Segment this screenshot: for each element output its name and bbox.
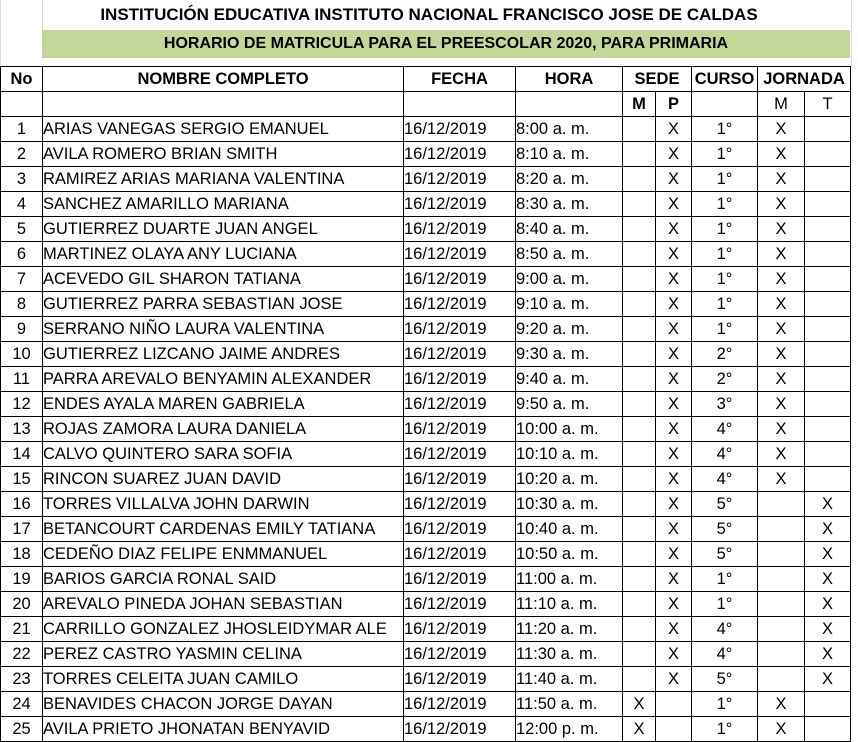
student-name: AVILA ROMERO BRIAN SMITH [43,142,404,167]
header-row [1,67,851,92]
enrollment-time: 11:00 a. m. [516,567,623,592]
enrollment-time: 10:40 a. m. [516,517,623,542]
row-number: 12 [1,392,43,417]
jornada-t-mark [805,117,851,142]
enrollment-date: 16/12/2019 [404,492,516,517]
row-number: 17 [1,517,43,542]
sede-p-mark: X [656,517,692,542]
student-name: TORRES VILLALVA JOHN DARWIN [43,492,404,517]
enrollment-date: 16/12/2019 [404,617,516,642]
sede-p-header: P [656,92,692,117]
enrollment-time: 10:00 a. m. [516,417,623,442]
sede-p-mark [656,717,692,742]
jornada-t-mark [805,442,851,467]
jornada-t-mark [805,417,851,442]
enrollment-time: 10:20 a. m. [516,467,623,492]
enrollment-time: 11:10 a. m. [516,592,623,617]
table-row [1,542,851,567]
table-row [1,442,851,467]
table-row [1,267,851,292]
jornada-m-mark [758,642,805,667]
student-name: SANCHEZ AMARILLO MARIANA [43,192,404,217]
enrollment-date: 16/12/2019 [404,692,516,717]
row-number: 7 [1,267,43,292]
sede-m-mark [623,667,656,692]
enrollment-time: 11:40 a. m. [516,667,623,692]
row-number: 25 [1,717,43,742]
enrollment-time: 9:30 a. m. [516,342,623,367]
enrollment-table [0,66,851,742]
course-grade: 5° [692,542,758,567]
course-grade: 4° [692,442,758,467]
jornada-t-mark [805,467,851,492]
course-grade: 1° [692,242,758,267]
sede-p-mark: X [656,242,692,267]
course-grade: 1° [692,692,758,717]
jornada-m-mark: X [758,217,805,242]
jornada-m-mark: X [758,167,805,192]
schedule-subtitle: HORARIO DE MATRICULA PARA EL PREESCOLAR 2020, PARA PRIMARIA [42,30,850,58]
jornada-m-mark: X [758,342,805,367]
sede-p-mark: X [656,117,692,142]
jornada-m-mark: X [758,717,805,742]
sede-m-mark: X [623,692,656,717]
sede-p-mark: X [656,592,692,617]
enrollment-time: 9:20 a. m. [516,317,623,342]
course-grade: 3° [692,392,758,417]
course-grade: 1° [692,192,758,217]
row-number: 3 [1,167,43,192]
jornada-m-mark: X [758,242,805,267]
table-row [1,667,851,692]
jornada-t-mark [805,717,851,742]
jornada-t-mark: X [805,517,851,542]
enrollment-date: 16/12/2019 [404,642,516,667]
empty-cell [1,92,43,117]
row-number: 21 [1,617,43,642]
jornada-t-mark [805,292,851,317]
row-number: 11 [1,367,43,392]
sede-m-mark [623,517,656,542]
course-grade: 1° [692,717,758,742]
sede-m-mark [623,117,656,142]
sede-m-mark [623,592,656,617]
student-name: AREVALO PINEDA JOHAN SEBASTIAN [43,592,404,617]
sede-m-mark [623,267,656,292]
course-grade: 1° [692,117,758,142]
sede-m-mark [623,542,656,567]
jornada-t-mark [805,167,851,192]
sede-m-mark [623,192,656,217]
enrollment-date: 16/12/2019 [404,142,516,167]
sede-m-mark [623,217,656,242]
table-row [1,292,851,317]
jornada-m-mark [758,667,805,692]
jornada-t-mark [805,267,851,292]
student-name: CARRILLO GONZALEZ JHOSLEIDYMAR ALE [43,617,404,642]
course-grade: 1° [692,592,758,617]
sede-p-mark: X [656,367,692,392]
sede-m-mark [623,492,656,517]
sede-p-mark: X [656,417,692,442]
student-name: ARIAS VANEGAS SERGIO EMANUEL [43,117,404,142]
enrollment-date: 16/12/2019 [404,192,516,217]
jornada-m-mark [758,592,805,617]
table-row [1,117,851,142]
enrollment-date: 16/12/2019 [404,442,516,467]
jornada-t-mark: X [805,542,851,567]
sede-p-mark: X [656,617,692,642]
enrollment-date: 16/12/2019 [404,542,516,567]
sede-p-mark: X [656,342,692,367]
enrollment-date: 16/12/2019 [404,567,516,592]
enrollment-date: 16/12/2019 [404,292,516,317]
enrollment-date: 16/12/2019 [404,242,516,267]
row-number: 23 [1,667,43,692]
row-number: 10 [1,342,43,367]
course-grade: 1° [692,567,758,592]
enrollment-time: 11:30 a. m. [516,642,623,667]
empty-cell [516,92,623,117]
student-name: PEREZ CASTRO YASMIN CELINA [43,642,404,667]
jornada-t-mark [805,342,851,367]
enrollment-time: 12:00 p. m. [516,717,623,742]
sede-m-mark [623,367,656,392]
jornada-t-mark [805,367,851,392]
jornada-t-mark: X [805,617,851,642]
student-name: CEDEÑO DIAZ FELIPE ENMMANUEL [43,542,404,567]
jornada-t-mark: X [805,567,851,592]
student-name: GUTIERREZ LIZCANO JAIME ANDRES [43,342,404,367]
jornada-t-mark: X [805,642,851,667]
table-row [1,642,851,667]
course-grade: 1° [692,267,758,292]
col-no-header: No [1,67,43,92]
jornada-t-mark [805,242,851,267]
jornada-m-mark: X [758,392,805,417]
row-number: 18 [1,542,43,567]
jornada-m-mark: X [758,267,805,292]
row-number: 9 [1,317,43,342]
enrollment-date: 16/12/2019 [404,217,516,242]
row-number: 2 [1,142,43,167]
empty-cell [404,92,516,117]
enrollment-date: 16/12/2019 [404,592,516,617]
sede-p-mark: X [656,142,692,167]
sede-p-mark: X [656,542,692,567]
sede-m-header: M [623,92,656,117]
row-number: 8 [1,292,43,317]
table-row [1,567,851,592]
row-number: 16 [1,492,43,517]
sede-m-mark [623,142,656,167]
sede-p-mark: X [656,267,692,292]
sede-m-mark [623,242,656,267]
jornada-t-mark [805,392,851,417]
course-grade: 2° [692,367,758,392]
row-number: 20 [1,592,43,617]
course-grade: 4° [692,417,758,442]
sede-p-mark: X [656,642,692,667]
table-row [1,242,851,267]
jornada-m-mark: X [758,142,805,167]
subheader-row [1,92,851,117]
student-name: MARTINEZ OLAYA ANY LUCIANA [43,242,404,267]
student-name: ROJAS ZAMORA LAURA DANIELA [43,417,404,442]
course-grade: 4° [692,617,758,642]
sede-p-mark: X [656,292,692,317]
sede-p-mark: X [656,317,692,342]
jornada-m-mark [758,492,805,517]
sede-p-mark: X [656,217,692,242]
enrollment-time: 8:50 a. m. [516,242,623,267]
sede-m-mark: X [623,717,656,742]
table-row [1,167,851,192]
enrollment-date: 16/12/2019 [404,717,516,742]
enrollment-time: 10:30 a. m. [516,492,623,517]
col-name-header: NOMBRE COMPLETO [43,67,404,92]
course-grade: 1° [692,217,758,242]
sede-m-mark [623,442,656,467]
enrollment-date: 16/12/2019 [404,167,516,192]
enrollment-date: 16/12/2019 [404,667,516,692]
row-number: 14 [1,442,43,467]
sede-m-mark [623,617,656,642]
table-row [1,142,851,167]
student-name: GUTIERREZ PARRA SEBASTIAN JOSE [43,292,404,317]
row-number: 19 [1,567,43,592]
sede-m-mark [623,642,656,667]
enrollment-date: 16/12/2019 [404,367,516,392]
enrollment-date: 16/12/2019 [404,392,516,417]
jornada-m-mark: X [758,192,805,217]
enrollment-date: 16/12/2019 [404,517,516,542]
student-name: RINCON SUAREZ JUAN DAVID [43,467,404,492]
enrollment-time: 11:20 a. m. [516,617,623,642]
jornada-m-header: M [758,92,805,117]
table-row [1,367,851,392]
col-curso-header: CURSO [692,67,758,92]
enrollment-time: 9:00 a. m. [516,267,623,292]
jornada-m-mark: X [758,117,805,142]
sede-m-mark [623,417,656,442]
enrollment-date: 16/12/2019 [404,117,516,142]
course-grade: 5° [692,667,758,692]
row-number: 4 [1,192,43,217]
empty-cell [692,92,758,117]
student-name: CALVO QUINTERO SARA SOFIA [43,442,404,467]
student-name: PARRA AREVALO BENYAMIN ALEXANDER [43,367,404,392]
jornada-t-mark: X [805,667,851,692]
row-number: 1 [1,117,43,142]
jornada-m-mark [758,617,805,642]
jornada-t-mark [805,142,851,167]
table-row [1,317,851,342]
student-name: GUTIERREZ DUARTE JUAN ANGEL [43,217,404,242]
enrollment-time: 8:30 a. m. [516,192,623,217]
jornada-t-mark [805,317,851,342]
jornada-m-mark: X [758,467,805,492]
enrollment-time: 8:10 a. m. [516,142,623,167]
course-grade: 5° [692,517,758,542]
table-row [1,492,851,517]
empty-cell [43,92,404,117]
row-number: 13 [1,417,43,442]
table-row [1,592,851,617]
sede-p-mark: X [656,467,692,492]
student-name: TORRES CELEITA JUAN CAMILO [43,667,404,692]
table-row [1,392,851,417]
course-grade: 1° [692,292,758,317]
sede-m-mark [623,167,656,192]
table-row [1,692,851,717]
col-sede-header: SEDE [623,67,692,92]
enrollment-time: 9:10 a. m. [516,292,623,317]
student-name: ACEVEDO GIL SHARON TATIANA [43,267,404,292]
sede-m-mark [623,292,656,317]
sede-p-mark: X [656,492,692,517]
jornada-m-mark: X [758,692,805,717]
jornada-t-mark [805,692,851,717]
table-row [1,342,851,367]
course-grade: 4° [692,642,758,667]
student-name: BETANCOURT CARDENAS EMILY TATIANA [43,517,404,542]
table-row [1,417,851,442]
sede-p-mark: X [656,667,692,692]
enrollment-time: 8:40 a. m. [516,217,623,242]
course-grade: 1° [692,317,758,342]
row-number: 22 [1,642,43,667]
col-date-header: FECHA [404,67,516,92]
jornada-t-mark: X [805,592,851,617]
jornada-m-mark [758,517,805,542]
student-name: ENDES AYALA MAREN GABRIELA [43,392,404,417]
sede-p-mark: X [656,567,692,592]
enrollment-time: 10:50 a. m. [516,542,623,567]
jornada-m-mark: X [758,442,805,467]
sede-m-mark [623,342,656,367]
row-number: 6 [1,242,43,267]
sede-p-mark: X [656,192,692,217]
course-grade: 1° [692,142,758,167]
enrollment-date: 16/12/2019 [404,417,516,442]
row-number: 15 [1,467,43,492]
course-grade: 1° [692,167,758,192]
enrollment-date: 16/12/2019 [404,342,516,367]
enrollment-date: 16/12/2019 [404,317,516,342]
student-name: AVILA PRIETO JHONATAN BENYAVID [43,717,404,742]
enrollment-time: 10:10 a. m. [516,442,623,467]
sede-m-mark [623,317,656,342]
sede-m-mark [623,567,656,592]
enrollment-time: 9:40 a. m. [516,367,623,392]
institution-title: INSTITUCIÓN EDUCATIVA INSTITUTO NACIONAL FRANCISCO JOSE DE CALDAS [100,5,758,24]
jornada-t-header: T [805,92,851,117]
sede-p-mark: X [656,392,692,417]
table-row [1,467,851,492]
jornada-t-mark: X [805,492,851,517]
student-name: BARIOS GARCIA RONAL SAID [43,567,404,592]
enrollment-date: 16/12/2019 [404,467,516,492]
jornada-m-mark: X [758,367,805,392]
jornada-t-mark [805,192,851,217]
course-grade: 4° [692,467,758,492]
jornada-m-mark [758,542,805,567]
sede-m-mark [623,392,656,417]
student-name: BENAVIDES CHACON JORGE DAYAN [43,692,404,717]
row-number: 24 [1,692,43,717]
student-name: RAMIREZ ARIAS MARIANA VALENTINA [43,167,404,192]
sede-p-mark: X [656,167,692,192]
sede-p-mark [656,692,692,717]
jornada-m-mark: X [758,417,805,442]
table-row [1,192,851,217]
table-row [1,717,851,742]
enrollment-date: 16/12/2019 [404,267,516,292]
course-grade: 5° [692,492,758,517]
jornada-t-mark [805,217,851,242]
table-row [1,217,851,242]
jornada-m-mark: X [758,317,805,342]
table-row [1,617,851,642]
course-grade: 2° [692,342,758,367]
col-jornada-header: JORNADA [758,67,851,92]
jornada-m-mark [758,567,805,592]
enrollment-time: 8:00 a. m. [516,117,623,142]
table-row [1,517,851,542]
row-number: 5 [1,217,43,242]
enrollment-time: 8:20 a. m. [516,167,623,192]
jornada-m-mark: X [758,292,805,317]
sede-m-mark [623,467,656,492]
enrollment-time: 11:50 a. m. [516,692,623,717]
sede-p-mark: X [656,442,692,467]
col-time-header: HORA [516,67,623,92]
student-name: SERRANO NIÑO LAURA VALENTINA [43,317,404,342]
enrollment-time: 9:50 a. m. [516,392,623,417]
